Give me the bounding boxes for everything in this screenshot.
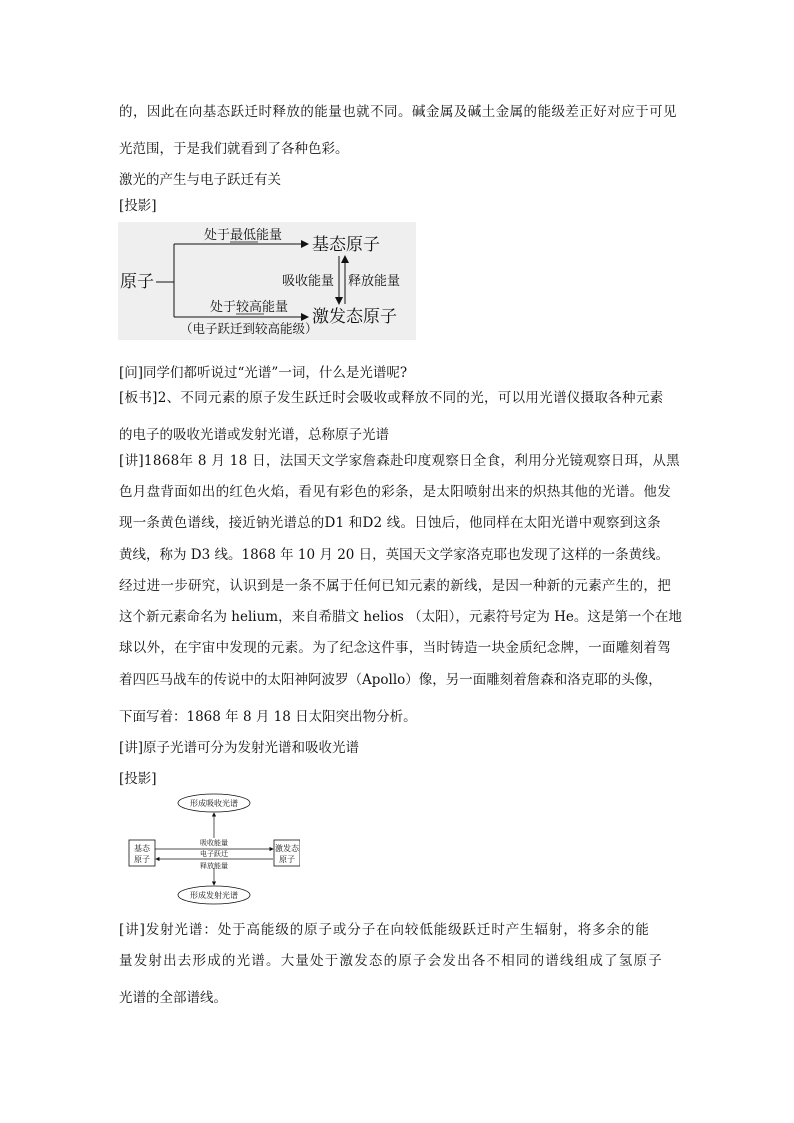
- lecture-line: 这个新元素命名为 helium，来自希腊文 helios （太阳），元素符号定为 He。这是第一个在地: [119, 609, 682, 625]
- lecture-line: 着四匹马战车的传说中的太阳神阿波罗（Apollo）像，另一面雕刻着詹森和洛克耶的头像，: [119, 672, 662, 688]
- projection-label: [投影]: [119, 198, 157, 214]
- lecture-line: [讲]1868年 8 月 18 日，法国天文学家詹森赴印度观察日全食，利用分光镜观察日珥，从黑: [119, 453, 680, 469]
- lecture-line: [讲]发射光谱：处于高能级的原子或分子在向较低能级跃迁时产生辐射，将多余的能: [119, 922, 650, 938]
- excited-state-label-2: 原子: [279, 855, 295, 864]
- emission-spectrum-label: 形成发射光谱: [190, 891, 238, 900]
- higher-energy-label: 处于较高能量: [210, 300, 289, 315]
- absorption-spectrum-label: 形成吸收光谱: [190, 799, 238, 808]
- lecture-line: 色月盘背面如出的红色火焰，看见有彩色的彩条，是太阳喷射出来的炽热其他的光谱。他发: [119, 484, 671, 500]
- section-heading: 激光的产生与电子跃迁有关: [119, 172, 281, 188]
- lecture-line: 光谱的全部谱线。: [119, 990, 227, 1006]
- electron-transition-note: （电子跃迁到较高能级）: [180, 321, 318, 336]
- projection-label: [投影]: [119, 771, 157, 787]
- lecture-line: 经过进一步研究，认识到是一条不属于任何已知元素的新线，是因一种新的元素产生的，把: [119, 578, 671, 594]
- lecture-line: 黄线，称为 D3 线。1868 年 10 月 20 日，英国天文学家洛克耶也发现了这样的一条黄线。: [119, 547, 670, 563]
- text-line: 光范围，于是我们就看到了各种色彩。: [119, 141, 349, 157]
- ground-state-label-2: 原子: [134, 855, 150, 864]
- atom-label: 原子: [120, 272, 154, 292]
- absorb-energy-label: 吸收能量: [200, 839, 228, 847]
- release-energy-label: 释放能量: [348, 274, 401, 289]
- text-line: 的，因此在向基态跃迁时释放的能量也就不同。碱金属及碱土金属的能级差正好对应于可见: [119, 104, 677, 120]
- excited-state-atom-label: 激发态原子: [312, 307, 397, 327]
- release-energy-label: 释放能量: [200, 862, 228, 870]
- atom-energy-diagram: [118, 222, 416, 340]
- board-note-line: 的电子的吸收光谱或发射光谱，总称原子光谱: [119, 427, 389, 443]
- lecture-line: 下面写着：1868 年 8 月 18 日太阳突出物分析。: [119, 709, 417, 725]
- question-line: [问]同学们都听说过“光谱”一词，什么是光谱呢?: [119, 365, 408, 381]
- lowest-energy-label: 处于最低能量: [204, 228, 283, 243]
- electron-transition-label: 电子跃迁: [200, 850, 228, 858]
- lecture-line: 量发射出去形成的光谱。大量处于激发态的原子会发出各不相同的谱线组成了氢原子: [119, 953, 663, 969]
- absorb-energy-label: 吸收能量: [282, 274, 335, 289]
- lecture-line: 现一条黄色谱线，接近钠光谱总的D1 和D2 线。日蚀后，他同样在太阳光谱中观察到这条: [119, 515, 661, 531]
- ground-state-atom-label: 基态原子: [312, 235, 380, 255]
- ground-state-label-1: 基态: [134, 844, 150, 853]
- board-note-line: [板书]2、不同元素的原子发生跃迁时会吸收或释放不同的光，可以用光谱仪摄取各种元素: [119, 390, 664, 406]
- excited-state-label-1: 激发态: [275, 844, 299, 853]
- lecture-line: [讲]原子光谱可分为发射光谱和吸收光谱: [119, 740, 360, 756]
- lecture-line: 球以外，在宇宙中发现的元素。为了纪念这件事，当时铸造一块金质纪念牌，一面雕刻着驾: [119, 640, 671, 656]
- spectrum-formation-diagram: [128, 792, 300, 906]
